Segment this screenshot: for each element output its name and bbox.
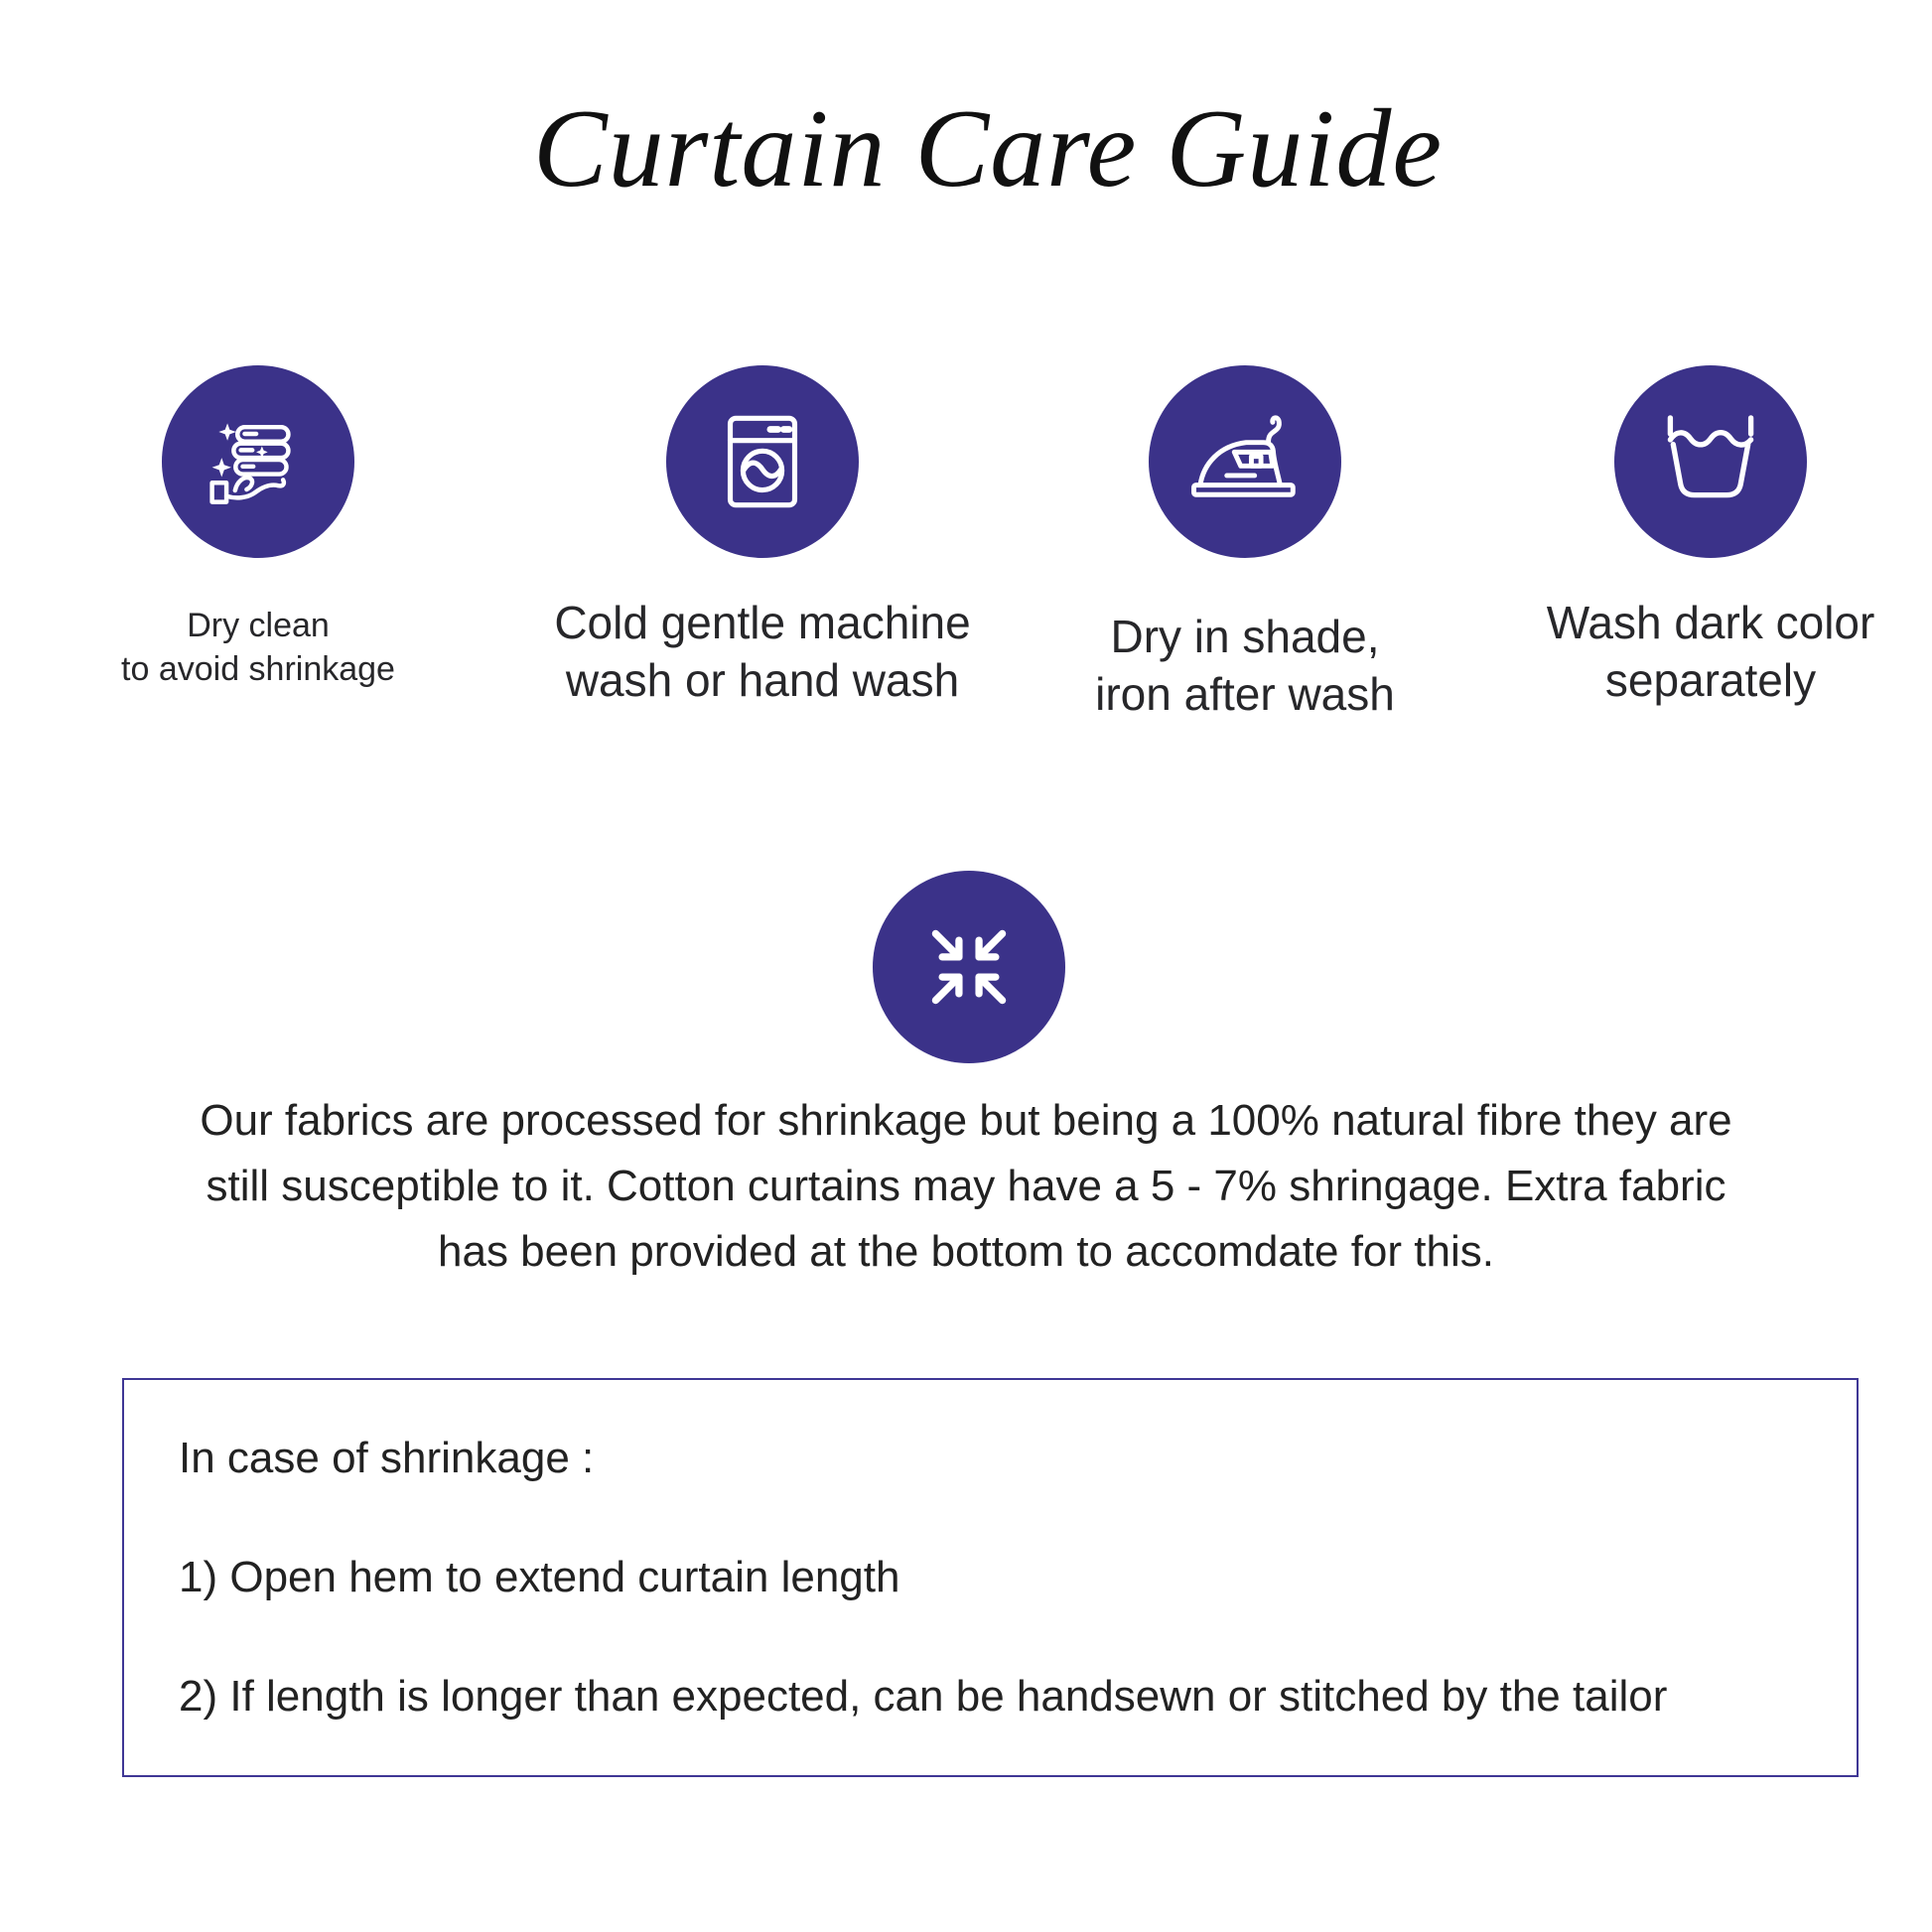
shrinkage-paragraph-line: still susceptible to it. Cotton curtains may have a 5 - 7% shringage. Extra fabric [206, 1162, 1726, 1210]
care-label-line1: Wash dark color [1546, 597, 1875, 648]
wash-basin-icon [1614, 365, 1807, 558]
page-title: Curtain Care Guide [532, 87, 1444, 210]
care-item-machine-wash [524, 365, 1001, 709]
washing-machine-icon [666, 365, 859, 558]
iron-icon [1149, 365, 1341, 558]
shrinkage-box-heading: In case of shrinkage : [179, 1434, 595, 1482]
care-label-line1: Dry in shade, [1110, 611, 1380, 662]
shrinkage-paragraph-line: Our fabrics are processed for shrinkage but being a 100% natural fibre they are [200, 1096, 1732, 1145]
shrinkage-paragraph [0, 1088, 1932, 1285]
care-label-line1: Cold gentle machine [554, 597, 971, 648]
shrinkage-box-item-2: 2) If length is longer than expected, can be handsewn or stitched by the tailor [179, 1672, 1668, 1721]
shrinkage-paragraph-line: has been provided at the bottom to accomdate for this. [438, 1227, 1494, 1276]
care-item-dry-clean [20, 365, 496, 691]
care-label-line2: to avoid shrinkage [121, 650, 395, 688]
care-label-line1: Dry clean [187, 607, 330, 644]
shrinkage-box-item-1: 1) Open hem to extend curtain length [179, 1553, 900, 1601]
care-label-line2: iron after wash [1095, 668, 1395, 720]
care-item-iron [1007, 365, 1483, 723]
care-label-line2: separately [1604, 654, 1817, 706]
care-label-line2: wash or hand wash [565, 654, 960, 706]
dry-clean-hand-towels-icon [162, 365, 354, 558]
shrinkage-instructions-box [122, 1378, 1859, 1777]
shrink-arrows-icon [873, 871, 1065, 1063]
care-item-wash-dark [1489, 365, 1932, 709]
